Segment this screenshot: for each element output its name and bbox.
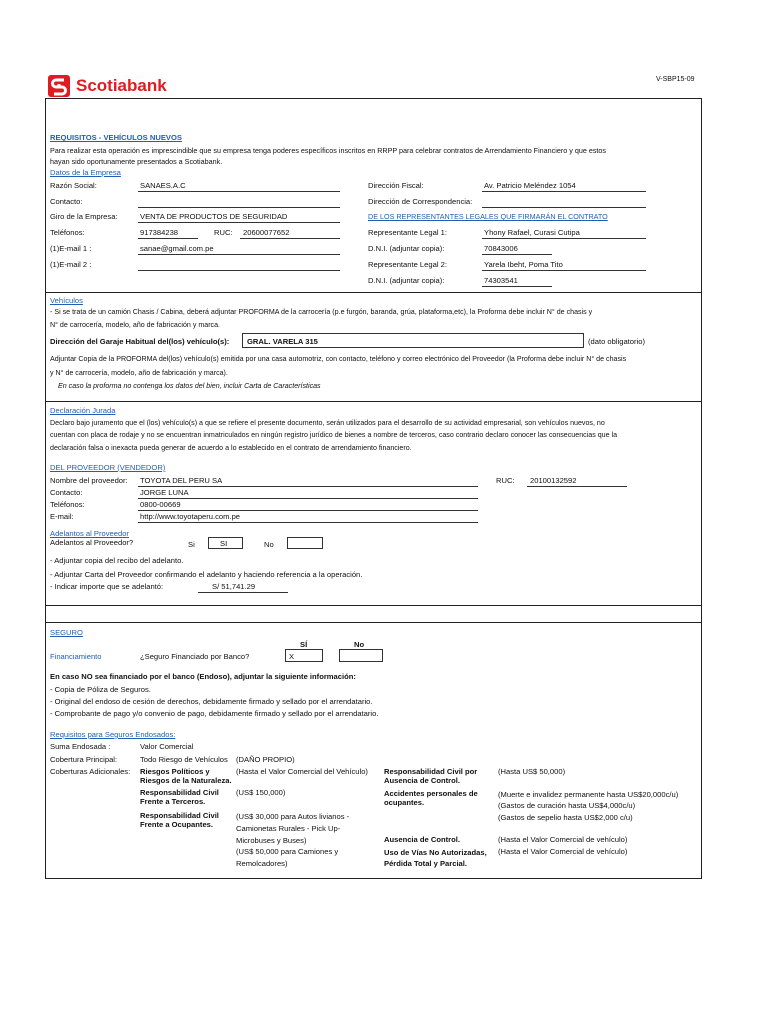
seguro-pregunta: ¿Seguro Financiado por Banco? (140, 652, 250, 661)
proveedor-telefonos-value[interactable]: 0800-00669 (140, 500, 181, 509)
dni2-underline (482, 286, 552, 287)
financiamiento-label: Financiamiento (50, 652, 102, 661)
email1-underline (138, 254, 340, 255)
divider-declaracion (45, 401, 702, 402)
c3-name: Responsabilidad Civil Frente a Ocupantes. (140, 811, 219, 830)
form-code: V-SBP15-09 (656, 76, 695, 83)
r2-value-1: (Muerte e invalidez permanente hasta US$20,000c/u) (498, 790, 679, 799)
cobertura-label: Cobertura Principal: (50, 755, 118, 764)
r1-value: (Hasta US$ 50,000) (498, 767, 566, 776)
divider-vehiculos (45, 292, 702, 293)
r3-value: (Hasta el Valor Comercial de vehículo) (498, 835, 628, 844)
proveedor-email-label: E-mail: (50, 512, 74, 521)
c1-name: Riesgos Políticos y Riesgos de la Naturaleza. (140, 767, 232, 786)
garaje-note: (dato obligatorio) (588, 337, 645, 346)
adjuntar-line-2: y N° de carrocería, modelo, año de fabricación y marca). (50, 369, 228, 377)
proveedor-title: DEL PROVEEDOR (VENDEDOR) (50, 463, 166, 472)
adelantos-title: Adelantos al Proveedor (50, 529, 129, 538)
declaracion-line-1: Declaro bajo juramento que el (los) vehículo(s) a que se refiere el presente documento, serán utilizados para el desarrollo de su actividad empresarial, son vehículos nuevos, no (50, 419, 605, 427)
ruc-underline (240, 238, 340, 239)
seguro-si-header: SÍ (300, 640, 308, 649)
adelanto-adj-1: - Adjuntar copia del recibo del adelanto. (50, 556, 184, 565)
bottom-border (45, 878, 702, 879)
direccion-fiscal-label: Dirección Fiscal: (368, 181, 424, 190)
rep2-underline (482, 270, 646, 271)
seguro-si-value[interactable]: X (289, 652, 295, 661)
direccion-corresp-underline (482, 207, 646, 208)
brand-name: Scotiabank (76, 76, 167, 95)
email2-label: (1)E-mail 2 : (50, 260, 92, 269)
garaje-value[interactable]: GRAL. VARELA 315 (247, 337, 318, 346)
adjuntar-line-1: Adjuntar Copia de la PROFORMA del(los) vehículo(s) emitida por una casa automotriz, con contacto, teléfono y correo electrónico del Proveedor (la Proforma debe incluir N° de chasis (50, 355, 627, 363)
endoso-3: - Comprobante de pago y/o convenio de pago, debidamente firmado y sellado por el arrendatario. (50, 709, 379, 718)
ruc-value[interactable]: 20600077652 (243, 228, 290, 237)
proveedor-telefonos-label: Teléfonos: (50, 500, 85, 509)
declaracion-line-3: declaración falsa o inexacta pueda generar de acuerdo a lo establecido en el contrato de arrendamiento financiero. (50, 444, 412, 452)
divider-seguro (45, 622, 702, 623)
seguro-title: SEGURO (50, 628, 83, 637)
proveedor-nombre-underline (138, 486, 478, 487)
declaracion-title: Declaración Jurada (50, 406, 116, 415)
dni2-label: D.N.I. (adjuntar copia): (368, 276, 445, 285)
vehiculos-title: Vehículos (50, 296, 83, 305)
suma-value: Valor Comercial (140, 742, 194, 751)
garaje-input-box[interactable] (242, 333, 584, 348)
cobertura-value: Todo Riesgo de Vehículos (140, 755, 228, 764)
c2-name: Responsabilidad Civil Frente a Terceros. (140, 788, 219, 807)
dni1-underline (482, 254, 552, 255)
rep1-value[interactable]: Yhony Rafael, Curasi Cutipa (484, 228, 580, 237)
r4-name: Uso de Vías No Autorizadas, Pérdida Total y Parcial. (384, 848, 487, 868)
endoso-2: - Original del endoso de cesión de derechos, debidamente firmado y sellado por el arrendatario. (50, 697, 373, 706)
req-endosados-title: Requisitos para Seguros Endosados: (50, 730, 176, 739)
rep2-label: Representante Legal 2: (368, 260, 447, 269)
cobertura-note: (DAÑO PROPIO) (236, 755, 295, 764)
r1-name: Responsabilidad Civil por Ausencia de Control. (384, 767, 478, 786)
contacto-underline (138, 207, 340, 208)
direccion-fiscal-underline (482, 191, 646, 192)
c1-value: (Hasta el Valor Comercial del Vehículo) (236, 767, 368, 776)
razon-social-underline (138, 191, 340, 192)
proveedor-nombre-label: Nombre del proveedor: (50, 476, 128, 485)
endoso-1: - Copia de Póliza de Seguros. (50, 685, 151, 694)
adelanto-adj-2: - Adjuntar Carta del Proveedor confirmando el adelanto y haciendo referencia a la operación. (50, 570, 363, 579)
requisitos-intro-1: Para realizar esta operación es imprescindible que su empresa tenga poderes específicos inscritos en RRPP para celebrar contratos de Arrendamiento Financiero y que estos (50, 146, 606, 155)
rep1-label: Representante Legal 1: (368, 228, 447, 237)
c2-value: (US$ 150,000) (236, 788, 286, 797)
divider-seguro-top (45, 605, 702, 606)
proveedor-ruc-underline (527, 486, 627, 487)
ruc-label: RUC: (214, 228, 233, 237)
c3-value-1: (US$ 30,000 para Autos livianos - Camionetas Rurales - Pick Up- Microbuses y Buses) (236, 812, 350, 846)
r3-name: Ausencia de Control. (384, 835, 460, 844)
telefonos-value[interactable]: 917384238 (140, 228, 179, 237)
r2-value-2: (Gastos de curación hasta US$4,000c/u) (498, 801, 636, 810)
proveedor-ruc-label: RUC: (496, 476, 515, 485)
rep2-value[interactable]: Yarela Ibeht, Poma Tito (484, 260, 563, 269)
proveedor-ruc-value[interactable]: 20100132592 (530, 476, 577, 485)
importe-label: - Indicar importe que se adelantó: (50, 582, 164, 591)
dni1-value[interactable]: 70843006 (484, 244, 518, 253)
contacto-label: Contacto: (50, 197, 83, 206)
telefonos-label: Teléfonos: (50, 228, 85, 237)
vehiculos-line-2: N° de carrocería, modelo, año de fabricación y marca. (50, 321, 221, 329)
adelantos-si-box[interactable] (208, 537, 243, 549)
scotiabank-s-icon (48, 75, 70, 97)
declaracion-line-2: cuentan con placa de rodaje y no se encuentran inmatriculados en ningún registro jurídico de bienes a nombre de terceros, caso contrario declaro conocer las consecuencias que la (50, 431, 618, 439)
adicionales-label: Coberturas Adicionales: (50, 767, 131, 776)
endoso-title: En caso NO sea financiado por el banco (Endoso), adjuntar la siguiente información: (50, 672, 356, 681)
adelantos-si-label: Si (188, 540, 195, 549)
adelantos-question: Adelantos al Proveedor? (50, 538, 134, 547)
proveedor-email-underline (138, 522, 478, 523)
suma-label: Suma Endosada : (50, 742, 111, 751)
adelantos-si-value[interactable]: SI (220, 539, 228, 548)
telefonos-underline (138, 238, 198, 239)
proveedor-nombre-value[interactable]: TOYOTA DEL PERU SA (140, 476, 223, 485)
importe-underline (198, 592, 288, 593)
proveedor-telefonos-underline (138, 510, 478, 511)
top-border (45, 98, 702, 99)
email2-underline (138, 270, 340, 271)
proveedor-email-value[interactable]: http://www.toyotaperu.com.pe (140, 512, 241, 521)
vehiculos-line-1: - Si se trata de un camión Chasis / Cabina, deberá adjuntar PROFORMA de la carrocería (p.e furgón, baranda, grúa, plataforma,etc), la Proforma debe incluir N° de chasis y (50, 308, 593, 316)
right-border (701, 98, 702, 879)
dni2-value[interactable]: 74303541 (484, 276, 518, 285)
empresa-section-title: Datos de la Empresa (50, 168, 121, 177)
left-border (45, 98, 46, 879)
proveedor-contacto-underline (138, 498, 478, 499)
seguro-si-box[interactable] (285, 649, 323, 662)
razon-social-value[interactable]: SANAES.A.C (140, 181, 186, 190)
dni1-label: D.N.I. (adjuntar copia): (368, 244, 445, 253)
rep1-underline (482, 238, 646, 239)
proveedor-contacto-label: Contacto: (50, 488, 83, 497)
seguro-no-header: No (354, 640, 365, 649)
seguro-no-box[interactable] (339, 649, 383, 662)
razon-social-label: Razón Social: (50, 181, 97, 190)
r4-value: (Hasta el Valor Comercial de vehículo) (498, 847, 628, 856)
giro-underline (138, 222, 340, 223)
requisitos-intro-2: hayan sido oportunamente presentados a Scotiabank. (50, 157, 223, 166)
adelantos-no-label: No (264, 540, 274, 549)
giro-value[interactable]: VENTA DE PRODUCTOS DE SEGURIDAD (140, 212, 288, 221)
requisitos-title: REQUISITOS - VEHÍCULOS NUEVOS (50, 133, 182, 142)
proveedor-contacto-value[interactable]: JORGE LUNA (140, 488, 189, 497)
r2-value-3: (Gastos de sepelio hasta US$2,000 c/u) (498, 813, 633, 822)
email1-value[interactable]: sanae@gmail.com.pe (140, 244, 214, 253)
c3-value-2: (US$ 50,000 para Camiones y Remolcadores) (236, 847, 339, 869)
email1-label: (1)E-mail 1 : (50, 244, 92, 253)
importe-value[interactable]: S/ 51,741.29 (212, 582, 256, 591)
r2-name: Accidentes personales de ocupantes. (384, 789, 478, 808)
direccion-corresp-label: Dirección de Correspondencia: (368, 197, 473, 206)
giro-label: Giro de la Empresa: (50, 212, 118, 221)
adelantos-no-box[interactable] (287, 537, 323, 549)
garaje-label: Dirección del Garaje Habitual del(los) vehículo(s): (50, 337, 230, 346)
vehiculos-nota: En caso la proforma no contenga los datos del bien, incluir Carta de Características (58, 382, 321, 390)
direccion-fiscal-value[interactable]: Av. Patricio Meléndez 1054 (484, 181, 576, 190)
representantes-title: DE LOS REPRESENTANTES LEGALES QUE FIRMARÁN EL CONTRATO (368, 212, 608, 221)
